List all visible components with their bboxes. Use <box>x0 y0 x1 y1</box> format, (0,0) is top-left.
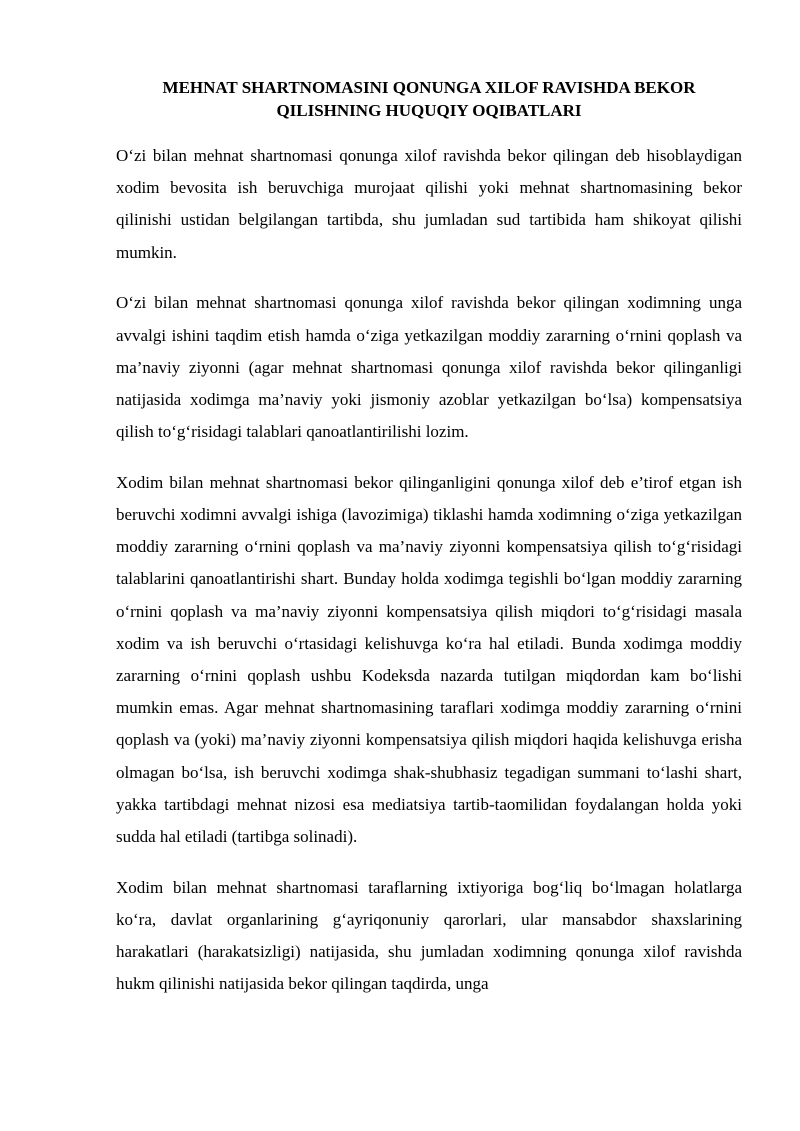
document-body <box>116 140 742 1019</box>
paragraph-3: Xodim bilan mehnat shartnomasi bekor qilinganligini qonunga xilof deb e’tirof etgan ish beruvchi xodimni avvalgi ishiga (lavozimiga) tiklashi hamda xodimning o‘ziga yetkazilgan moddiy zararning o‘rnini qoplash va ma’naviy ziyonni kompensatsiya qilish to‘g‘risidagi talablarini qanoatlantirishi shart. Bunday holda xodimga tegishli bo‘lgan moddiy zararning o‘rnini qoplash va ma’naviy ziyonni kompensatsiya qilish miqdori to‘g‘risidagi masala xodim va ish beruvchi o‘rtasidagi kelishuvga ko‘ra hal etiladi. Bunda xodimga moddiy zararning o‘rnini qoplash ushbu Kodeksda nazarda tutilgan miqdordan kam bo‘lishi mumkin emas. Agar mehnat shartnomasining taraflari xodimga moddiy zararning o‘rnini qoplash va (yoki) ma’naviy ziyonni kompensatsiya qilish miqdori haqida kelishuvga erisha olmagan bo‘lsa, ish beruvchi xodimga shak-shubhasiz tegadigan summani to‘lashi shart, yakka tartibdagi mehnat nizosi esa mediatsiya tartib-taomilidan foydalangan holda yoki sudda hal etiladi (tartibga solinadi). <box>116 472 742 847</box>
paragraph-2: O‘zi bilan mehnat shartnomasi qonunga xilof ravishda bekor qilingan xodimning unga avvalgi ishini taqdim etish hamda o‘ziga yetkazilgan moddiy zararning o‘rnini qoplash va ma’naviy ziyonni (agar mehnat shartnomasi qonunga xilof ravishda bekor qilinganligi natijasida xodimga ma’naviy yoki jismoniy azoblar yetkazilgan bo‘lsa) kompensatsiya qilish to‘g‘risidagi talablari qanoatlantirilishi lozim. <box>116 293 742 442</box>
paragraph-1: O‘zi bilan mehnat shartnomasi qonunga xilof ravishda bekor qilingan deb hisoblaydigan xodim bevosita ish beruvchiga murojaat qilishi yoki mehnat shartnomasining bekor qilinishi ustidan belgilangan tartibda, shu jumladan sud tartibida ham shikoyat qilishi mumkin. <box>116 146 742 262</box>
paragraph-4: Xodim bilan mehnat shartnomasi taraflarning ixtiyoriga bog‘liq bo‘lmagan holatlarga ko‘ra, davlat organlarining g‘ayriqonuniy qarorlari, ular mansabdor shaxslarining harakatlari (harakatsizligi) natijasida, shu jumladan xodimning qonunga xilof ravishda hukm qilinishi natijasida bekor qilingan taqdirda, unga <box>116 877 742 994</box>
document-title: MEHNAT SHARTNOMASINI QONUNGA XILOF RAVISHDA BEKOR QILISHNING HUQUQIY OQIBATLARI <box>162 78 696 120</box>
